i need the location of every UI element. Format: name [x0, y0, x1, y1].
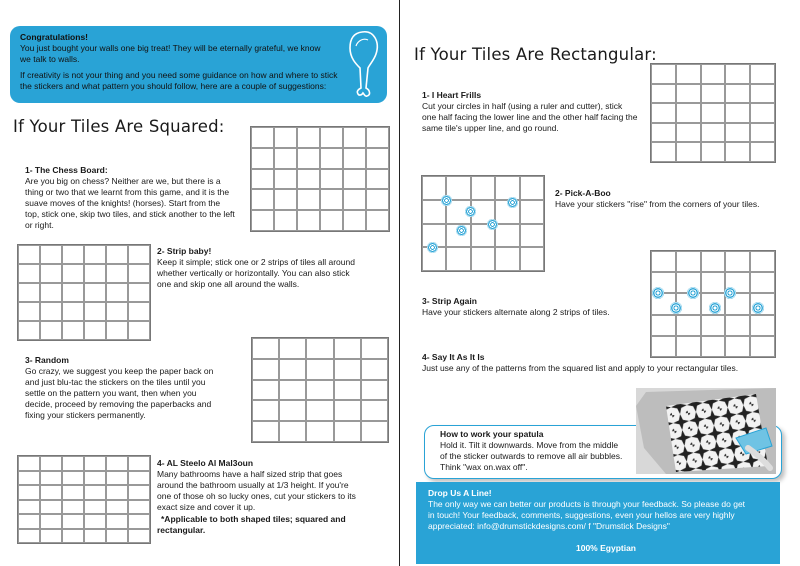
tile — [306, 421, 333, 442]
banner-line: the stickers and what pattern you should follow, here are a couple of suggestions: — [20, 81, 327, 91]
tile — [18, 471, 40, 486]
tile — [251, 169, 274, 190]
tile — [750, 103, 775, 123]
sticker-tile — [18, 485, 40, 500]
sticker-tile — [306, 400, 333, 421]
tile — [251, 210, 274, 231]
sticker-tile — [106, 264, 128, 283]
right-page — [400, 0, 800, 566]
tile — [701, 315, 726, 336]
sticker-icon — [752, 302, 764, 314]
tile — [40, 471, 62, 486]
tile — [750, 251, 775, 272]
squared-heading: If Your Tiles Are Squared: — [13, 117, 225, 136]
banner-line: You just bought your walls one big treat! They will be eternally grateful, we know — [20, 43, 321, 53]
tile — [750, 315, 775, 336]
tile — [106, 471, 128, 486]
tile — [750, 336, 775, 357]
pick-a-boo-line: Have your stickers "rise" from the corners of your tiles. — [555, 199, 760, 209]
heart-frills-line: Cut your circles in half (using a ruler and cutter), stick — [422, 101, 623, 111]
tile — [252, 421, 279, 442]
spatula-line: Think "wax on.wax off". — [440, 462, 528, 472]
footer-title: Drop Us A Line! — [428, 488, 492, 498]
tile — [520, 224, 544, 248]
tile — [495, 247, 519, 271]
tile — [651, 336, 676, 357]
tile — [725, 251, 750, 272]
tile — [106, 514, 128, 529]
sticker-tile — [361, 421, 388, 442]
tile — [320, 148, 343, 169]
strip-baby-line: one and skip one all around the walls. — [157, 279, 300, 289]
tile — [676, 315, 701, 336]
random-diagram — [251, 337, 389, 443]
tile — [343, 210, 366, 231]
tile — [520, 247, 544, 271]
tile — [366, 169, 389, 190]
footer-line: appreciated: info@drumstickdesigns.com/ f "Drumstick Designs" — [428, 521, 670, 531]
spatula-line: of the sticker outwards to remove all air bubbles. — [440, 451, 623, 461]
tile — [128, 283, 150, 302]
tile — [725, 315, 750, 336]
tile — [520, 200, 544, 224]
tile — [62, 514, 84, 529]
tile — [274, 148, 297, 169]
tile — [520, 176, 544, 200]
tile — [334, 400, 361, 421]
sticker-tile — [274, 127, 297, 148]
sticker-tile — [62, 264, 84, 283]
tile — [366, 210, 389, 231]
tile — [279, 338, 306, 359]
random-line: settle on the pattern you want, then when you — [25, 388, 197, 398]
sticker-tile — [651, 64, 676, 84]
sticker-tile — [40, 264, 62, 283]
chess-board-line: suave moves of the knights! (horses). Start from the — [25, 198, 221, 208]
strip-baby-line: Keep it simple; stick one or 2 strips of tiles all around — [157, 257, 355, 267]
tile — [279, 359, 306, 380]
tile — [62, 245, 84, 264]
heart-frills-diagram — [650, 63, 776, 163]
spatula-line: Hold it. Tilt it downwards. Move from the middle — [440, 440, 619, 450]
tile — [701, 123, 726, 143]
feedback-footer — [416, 482, 780, 564]
sticker-tile — [128, 264, 150, 283]
sticker-tile — [725, 84, 750, 104]
tile — [18, 302, 40, 321]
sticker-tile — [676, 84, 701, 104]
sticker-tile — [320, 189, 343, 210]
tile — [279, 421, 306, 442]
sticker-tile — [18, 264, 40, 283]
sticker-tile — [84, 485, 106, 500]
tile — [128, 245, 150, 264]
tile — [725, 142, 750, 162]
strip-again-diagram — [650, 250, 776, 358]
chess-board-line: thing or two that we learnt from this game, and it is the — [25, 187, 230, 197]
tile — [106, 529, 128, 544]
footer-tagline: 100% Egyptian — [576, 543, 636, 553]
tile — [128, 321, 150, 340]
tile — [18, 456, 40, 471]
tile — [62, 529, 84, 544]
chess-board-line: top, stick one, skip two tiles, and stick another to the left — [25, 209, 235, 219]
tile — [84, 529, 106, 544]
tile — [676, 103, 701, 123]
al-steelo-line: Many bathrooms have a half sized strip that goes — [157, 469, 343, 479]
chess-board-line: Are you big on chess? Neither are we, but there is a — [25, 176, 221, 186]
tile — [84, 321, 106, 340]
tile — [128, 529, 150, 544]
tile — [251, 148, 274, 169]
tile — [750, 123, 775, 143]
sticker-icon — [456, 225, 467, 236]
tile — [446, 247, 470, 271]
random-line: and just blu-tac the stickers on the tiles until you — [25, 377, 206, 387]
random-line: decide, proceed by removing the paperbacks and — [25, 399, 212, 409]
tile — [40, 456, 62, 471]
tile — [651, 103, 676, 123]
tile — [62, 500, 84, 515]
tile — [84, 514, 106, 529]
tile — [495, 176, 519, 200]
tile — [62, 302, 84, 321]
tile — [334, 359, 361, 380]
sticker-icon — [507, 197, 518, 208]
tile — [701, 251, 726, 272]
sticker-tile — [361, 359, 388, 380]
strip-again-line: Have your stickers alternate along 2 strips of tiles. — [422, 307, 610, 317]
drumstick-logo-icon — [344, 28, 384, 100]
tile — [84, 302, 106, 321]
random-line: Go crazy, we suggest you keep the paper back on — [25, 366, 214, 376]
tile — [40, 321, 62, 340]
sticker-tile — [320, 127, 343, 148]
sticker-tile — [676, 64, 701, 84]
sticker-tile — [750, 84, 775, 104]
sticker-tile — [128, 485, 150, 500]
tile — [701, 142, 726, 162]
sticker-tile — [40, 485, 62, 500]
chess-board-diagram — [250, 126, 390, 232]
tile — [106, 302, 128, 321]
tile — [251, 189, 274, 210]
tile — [361, 380, 388, 401]
tile — [84, 456, 106, 471]
chess-board-line: or right. — [25, 220, 54, 230]
tile — [40, 302, 62, 321]
sticker-tile — [701, 64, 726, 84]
tile — [471, 247, 495, 271]
say-it-line: Just use any of the patterns from the squared list and apply to your rectangular tiles. — [422, 363, 739, 373]
chess-board-title: 1- The Chess Board: — [25, 165, 108, 175]
tile — [40, 245, 62, 264]
sticker-tile — [84, 264, 106, 283]
sticker-tile — [306, 338, 333, 359]
tile — [701, 272, 726, 293]
pick-a-boo-title: 2- Pick-A-Boo — [555, 188, 611, 198]
sticker-tile — [274, 169, 297, 190]
tile — [251, 127, 274, 148]
al-steelo-title: 4- AL Steelo Al Mal3oun — [157, 458, 254, 468]
banner-title: Congratulations! — [20, 32, 88, 42]
tile — [252, 380, 279, 401]
pick-a-boo-diagram — [421, 175, 545, 272]
tile — [471, 176, 495, 200]
tile — [651, 123, 676, 143]
heart-frills-line: same tile's upper line, and go round. — [422, 123, 559, 133]
tile — [128, 471, 150, 486]
heart-frills-title: 1- I Heart Frills — [422, 90, 482, 100]
strip-again-title: 3- Strip Again — [422, 296, 477, 306]
tile — [366, 189, 389, 210]
tile — [274, 189, 297, 210]
tile — [676, 336, 701, 357]
tile — [725, 123, 750, 143]
tile — [320, 210, 343, 231]
tile — [495, 224, 519, 248]
strip-baby-title: 2- Strip baby! — [157, 246, 212, 256]
sticker-tile — [297, 210, 320, 231]
tile — [343, 127, 366, 148]
tile — [343, 148, 366, 169]
tile — [128, 456, 150, 471]
tile — [106, 283, 128, 302]
banner-line: If creativity is not your thing and you need some guidance on how and where to stick — [20, 70, 338, 80]
tile — [252, 400, 279, 421]
tile — [701, 103, 726, 123]
tile — [274, 210, 297, 231]
tile — [128, 514, 150, 529]
sticker-tile — [701, 84, 726, 104]
tile — [725, 336, 750, 357]
tile — [40, 514, 62, 529]
sticker-icon — [670, 302, 682, 314]
tile — [334, 338, 361, 359]
strip-baby-line: whether vertically or horizontally. You can also stick — [157, 268, 350, 278]
tile — [361, 400, 388, 421]
banner-line: we talk to walls. — [20, 54, 80, 64]
heart-frills-line: one half facing the lower line and the other half facing the — [422, 112, 638, 122]
tile — [106, 500, 128, 515]
tile — [18, 529, 40, 544]
sticker-tile — [62, 485, 84, 500]
tile — [128, 500, 150, 515]
tile — [18, 321, 40, 340]
spatula-title: How to work your spatula — [440, 429, 544, 439]
tile — [18, 500, 40, 515]
al-steelo-line: exact size and cover it up. — [157, 502, 256, 512]
tile — [651, 315, 676, 336]
sticker-tile — [750, 64, 775, 84]
tile — [297, 189, 320, 210]
tile — [84, 245, 106, 264]
tile — [62, 283, 84, 302]
tile — [297, 127, 320, 148]
tile — [84, 283, 106, 302]
footer-line: The only way we can better our products is through your feedback. So please do get — [428, 499, 746, 509]
tile — [18, 283, 40, 302]
tile — [18, 514, 40, 529]
tile — [106, 456, 128, 471]
tile — [297, 169, 320, 190]
tile — [18, 245, 40, 264]
sticker-tile — [725, 64, 750, 84]
tile — [750, 272, 775, 293]
footer-line: in touch! Your feedback, comments, suggestions, even your hellos are very highly — [428, 510, 735, 520]
spatula-photo — [636, 388, 776, 474]
tile — [40, 529, 62, 544]
half-strip-diagram — [17, 455, 151, 544]
tile — [62, 321, 84, 340]
tile — [750, 142, 775, 162]
tile — [334, 421, 361, 442]
tile — [62, 471, 84, 486]
sticker-tile — [297, 148, 320, 169]
tile — [676, 142, 701, 162]
tile — [701, 336, 726, 357]
tile — [334, 380, 361, 401]
applicable-note: rectangular. — [157, 525, 206, 535]
al-steelo-line: around the bathroom usually at 1/3 height. If you're — [157, 480, 349, 490]
tile — [106, 321, 128, 340]
strip-diagram — [17, 244, 151, 341]
sticker-tile — [366, 127, 389, 148]
tile — [676, 123, 701, 143]
tile — [106, 245, 128, 264]
tile — [252, 359, 279, 380]
random-line: fixing your stickers permanently. — [25, 410, 146, 420]
tile — [366, 148, 389, 169]
al-steelo-line: one of those oh so lucky ones, cut your stickers to its — [157, 491, 356, 501]
tile — [725, 103, 750, 123]
tile — [84, 471, 106, 486]
tile — [651, 142, 676, 162]
sticker-tile — [106, 485, 128, 500]
tile — [40, 500, 62, 515]
sticker-tile — [279, 380, 306, 401]
tile — [252, 338, 279, 359]
tile — [40, 283, 62, 302]
tile — [361, 338, 388, 359]
tile — [343, 189, 366, 210]
tile — [306, 380, 333, 401]
tile — [128, 302, 150, 321]
sticker-tile — [651, 84, 676, 104]
random-title: 3- Random — [25, 355, 69, 365]
tile — [62, 456, 84, 471]
tile — [676, 251, 701, 272]
rectangular-heading: If Your Tiles Are Rectangular: — [414, 45, 657, 64]
applicable-note: *Applicable to both shaped tiles; squared and — [161, 514, 346, 524]
sticker-tile — [343, 169, 366, 190]
tile — [306, 359, 333, 380]
tile — [279, 400, 306, 421]
tile — [320, 169, 343, 190]
tile — [651, 251, 676, 272]
tile — [84, 500, 106, 515]
congratulations-banner — [10, 26, 387, 103]
say-it-title: 4- Say It As It Is — [422, 352, 485, 362]
